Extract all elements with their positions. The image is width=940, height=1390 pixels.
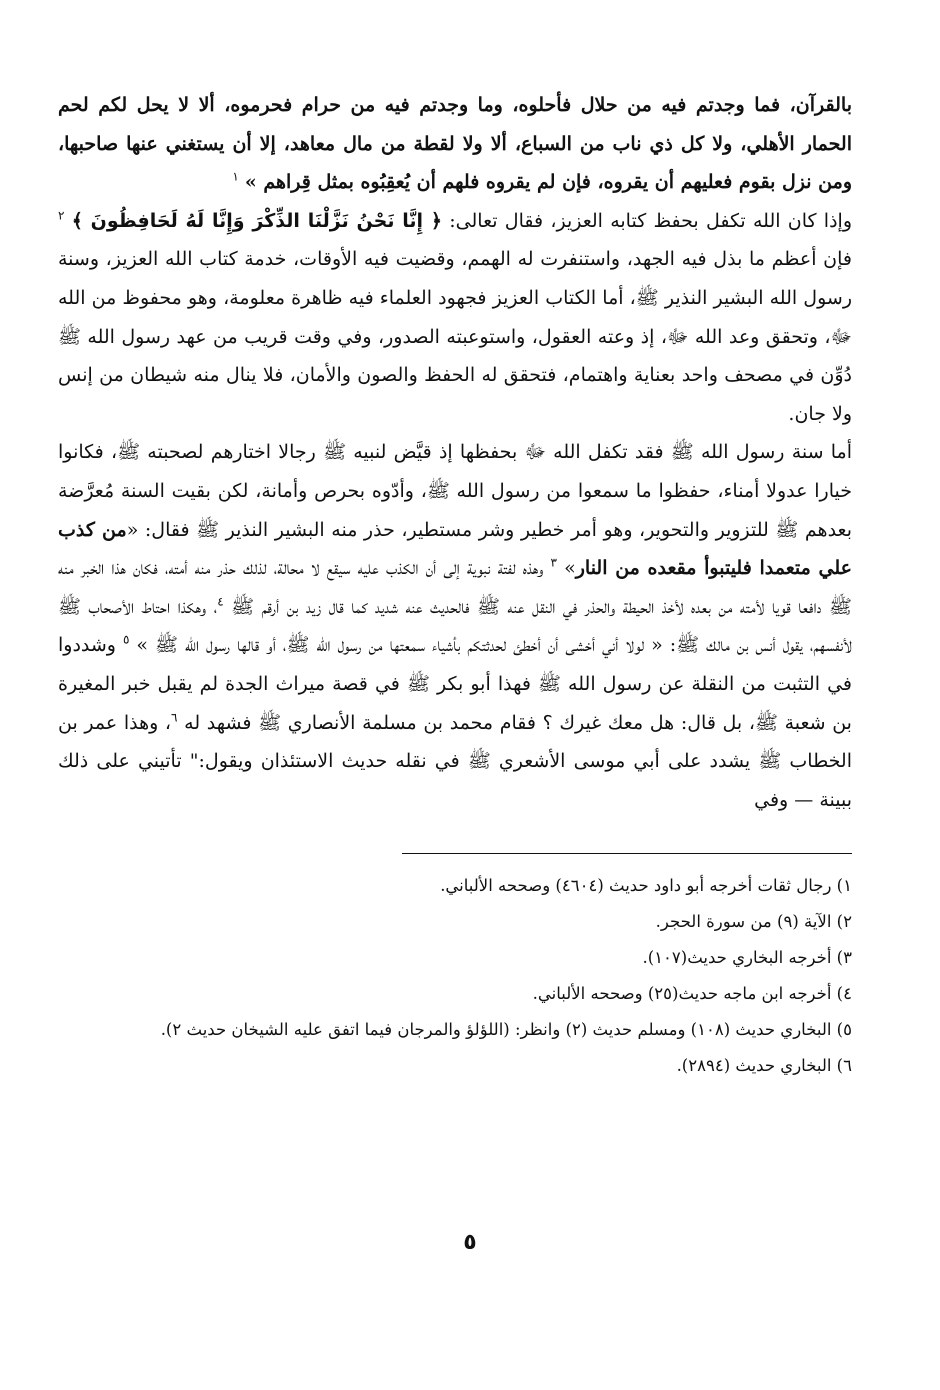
footnote-5: ٥) البخاري حديث (١٠٨) ومسلم حديث (٢) وانظر: (اللؤلؤ والمرجان فيما اتفق عليه الشيخان حديث ٢). [160, 1020, 852, 1040]
paragraph-1 [58, 86, 852, 202]
paragraph-2-lead: وإذا كان الله تكفل بحفظ كتابه العزيز، فقال تعالى: [449, 209, 852, 232]
footnote-1: ١) رجال ثقات أخرجه أبو داود حديث (٤٦٠٤) وصححه الألباني. [440, 876, 852, 896]
hadith-continuation: بالقرآن، فما وجدتم فيه من حلال فأحلوه، وما وجدتم فيه من حرام فحرموه، ألا لا يحل لكم لحم الحمار الأهلي، ولا كل ذي ناب من السباع، ألا ولا لقطة من مال معاهد، إلا أن يستغني عنها صاحبها، ومن نزل بقوم فعليهم أن يقروه، فإن لم يقروه فلهم أن يُعقِبُوه بمثل قِراهم » [58, 94, 852, 194]
main-text [58, 86, 852, 819]
paragraph-2-rest: فإن أعظم ما بذل فيه الجهد، واستنفرت له الهمم، وقضيت فيه الأوقات، خدمة كتاب الله العزيز، وسنة رسول الله البشير النذير ﷺ، أما الكتاب العزيز فجهود العلماء فيه ظاهرة معلومة، وهو محفوظ من الله ﷻ، وتحقق وعد الله ﷻ، إذ وعته العقول، واستوعبته الصدور، وفي وقت قريب من عهد رسول الله ﷺ دُوِّن في مصحف واحد بعناية واهتمام، فتحقق له الحفظ والصون والأمان، فلا ينال منه شيطان من إنس ولا جان. [58, 248, 852, 425]
footnotes-list [58, 868, 852, 1084]
footnote-ref-2: ٢ [58, 208, 65, 223]
footnote-ref-4: ٤ [217, 594, 224, 609]
paragraph-3 [58, 433, 852, 819]
footnote-3: ٣) أخرجه البخاري حديث(١٠٧). [642, 948, 852, 968]
paragraph-3-mid3: وشددوا في التثبت من النقلة عن رسول الله ﷺ فهذا أبو بكر ﷺ في قصة ميراث الجدة لم يقبل خبر المغيرة بن شعبة ﷺ، بل قال: هل معك غيرك ؟ فقام محمد بن مسلمة الأنصاري ﷺ فشهد له [58, 634, 852, 734]
quote-close: » [564, 557, 576, 580]
quran-verse: ﴿ إِنَّا نَحْنُ نَزَّلْنَا الذِّكْرَ وَإِنَّا لَهُ لَحَافِظُونَ ﴾ [71, 209, 443, 232]
footnote-ref-1: ١ [232, 169, 239, 184]
footnote-ref-6: ٦ [171, 710, 178, 725]
hadith-quote: من كذب علي متعمدا فليتبوأ مقعده من النار [58, 518, 852, 580]
paragraph-3-mid2: ، وهكذا احتاط الأصحاب ﷺ لأنفسهم، يقول أنس بن مالك ﷺ: « لولا أني أخشى أن أخطئ لحدثتكم بأشياء سمعتها من رسول الله ﷺ، أو قالها رسول الله ﷺ » [58, 595, 852, 657]
paragraph-3-lead: أما سنة رسول الله ﷺ فقد تكفل الله ﷻ بحفظها إذ قيَّض لنبيه ﷺ رجالا اختارهم لصحبته ﷺ، فكانوا خيارا عدولا أمناء، حفظوا ما سمعوا من رسول الله ﷺ، وأدّوه بحرص وأمانة، لكن بقيت السنة مُعرَّضة بعدهم ﷺ للتزوير والتحوير، وهو أمر خطير وشر مستطير، حذر منه البشير النذير ﷺ فقال: « [58, 441, 852, 541]
footnote-ref-5: ٥ [122, 632, 130, 647]
footnote-ref-3: ٣ [550, 555, 557, 570]
footnote-6: ٦) البخاري حديث (٢٨٩٤). [676, 1056, 852, 1076]
page-number: ٥ [463, 1230, 477, 1255]
footnote-4: ٤) أخرجه ابن ماجه حديث(٢٥) وصححه الألباني. [532, 984, 852, 1004]
paragraph-3-mid: وهذه لفتة نبوية إلى أن الكذب عليه سيقع لا محالة، لذلك حذر منه أمته، فكان هذا الخبر منه ﷺ دافعا قويا لأمته من بعده لأخذ الحيطة والحذر في النقل عنه ﷺ فالحديث عنه شديد كما قال زيد بن أرقم ﷺ [58, 557, 852, 618]
paragraph-2 [58, 202, 852, 434]
footnote-2: ٢) الآية (٩) من سورة الحجر. [655, 912, 852, 932]
paragraph-3-end: ، وهذا عمر بن الخطاب ﷺ يشدد على أبي موسى الأشعري ﷺ في نقله حديث الاستئذان ويقول:" تأتيني على ذلك ببينة — وفي [58, 711, 852, 811]
footnote-separator [402, 853, 852, 854]
